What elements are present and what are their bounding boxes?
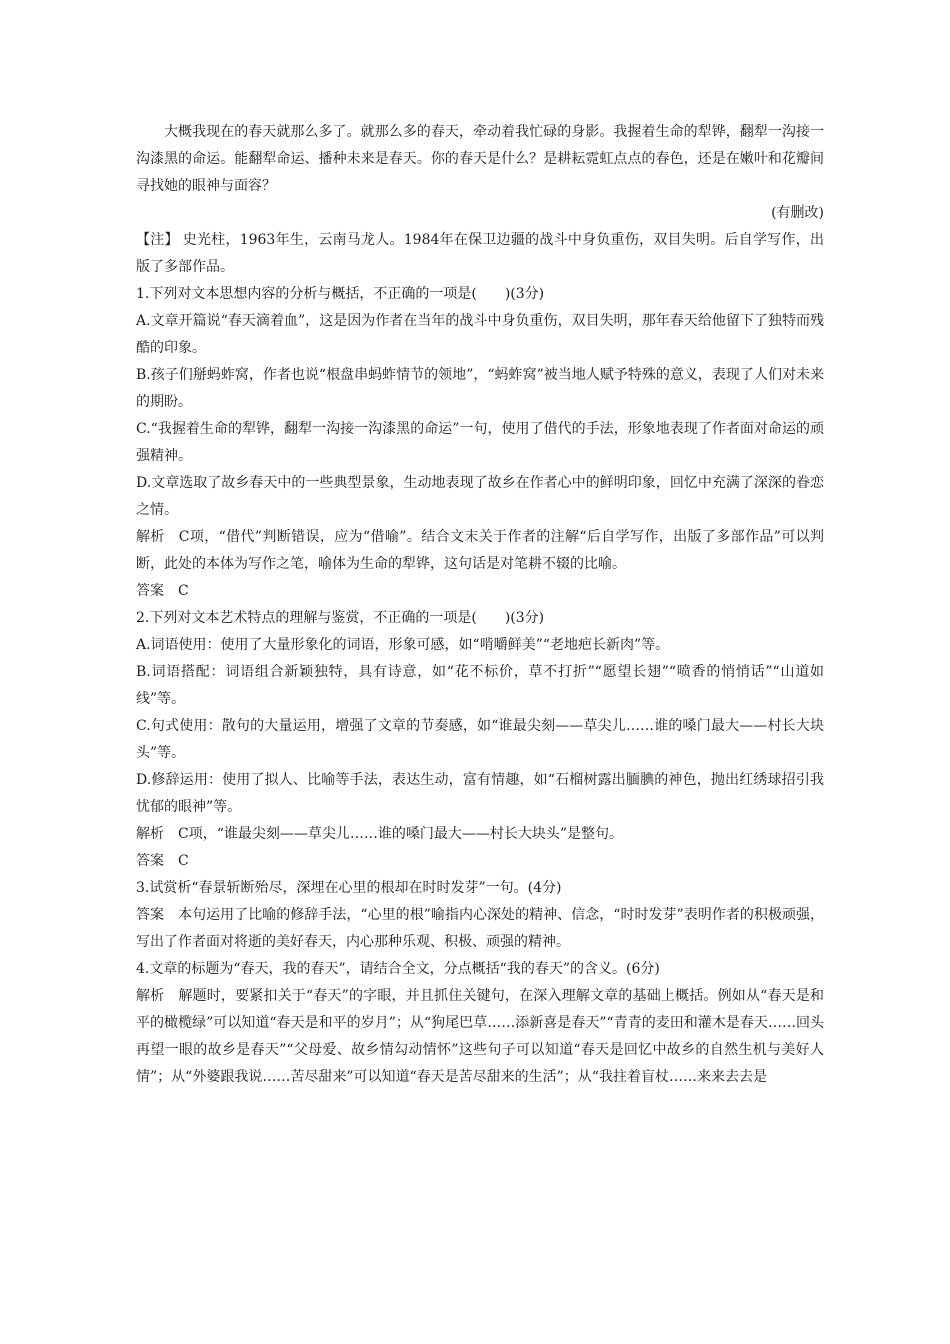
q1-answer [136,578,824,605]
passage-paragraph: 大概我现在的春天就那么多了。就那么多的春天，牵动着我忙碌的身影。我握着生命的犁铧，翻犁一沟接一沟漆黑的命运。能翻犁命运、播种未来是春天。你的春天是什么？是耕耘霓虹点点的春色，还是在嫩叶和花瓣间寻找她的眼神与面容？ [136,124,824,194]
q1-answer-text: C [178,583,189,599]
answer-label: 答案 [136,853,164,869]
document-page [136,119,824,1091]
q2-answer-text: C [178,853,189,869]
q2-option-a: A.词语使用：使用了大量形象化的词语，形象可感，如“啃嚼鲜美”“老地疤长新肉”等。 [136,637,670,653]
q4-analysis-text: 解题时，要紧扣关于“春天”的字眼，并且抓住关键句，在深入理解文章的基础上概括。例如从“春天是和平的橄榄绿”可以知道“春天是和平的岁月”；从“狗尾巴草……添新喜是春天”“青青的麦田和灌木是春天……回头再望一眼的故乡是春天”“父母爱、故乡情勾动情怀”这些句子可以知道“春天是回忆中故乡的自然生机与美好人情”；从“外婆跟我说……苦尽甜来”可以知道“春天是苦尽甜来的生活”；从“我拄着盲杖……来来去去是 [136,988,824,1085]
q1-stem: 1.下列对文本思想内容的分析与概括，不正确的一项是( )(3分) [136,286,545,302]
source-note: (有删改) [771,205,824,221]
answer-label: 答案 [136,583,164,599]
note-label: 【注】 [136,232,179,248]
q4-analysis [136,983,824,1091]
analysis-label: 解析 [136,988,165,1004]
q1-analysis [136,524,824,578]
q2-analysis-text: C项，“谁最尖刻——草尖儿……谁的嗓门最大——村长大块头”是整句。 [178,826,624,842]
q4-stem: 4.文章的标题为“春天，我的春天”，请结合全文，分点概括“我的春天”的含义。(6分) [136,961,660,977]
q2-analysis [136,821,824,848]
q1-option-c: C.“我握着生命的犁铧，翻犁一沟接一沟漆黑的命运”一句，使用了借代的手法，形象地表现了作者面对命运的顽强精神。 [136,421,824,464]
q2-option-b: B.词语搭配：词语组合新颖独特，具有诗意，如“花不标价，草不打折”“愿望长翅”“喷香的悄悄话”“山道如线”等。 [136,664,824,707]
q1-option-b: B.孩子们掰蚂蚱窝，作者也说“根盘串蚂蚱情节的领地”，“蚂蚱窝”被当地人赋予特殊的意义，表现了人们对未来的期盼。 [136,367,824,410]
q2-answer [136,848,824,875]
q3-stem: 3.试赏析“春景斩断殆尽，深埋在心里的根却在时时发芽”一句。(4分) [136,880,562,896]
answer-label: 答案 [136,907,165,923]
q2-option-c: C.句式使用：散句的大量运用，增强了文章的节奏感，如“谁最尖刻——草尖儿……谁的嗓门最大——村长大块头”等。 [136,718,824,761]
author-note [136,227,824,281]
q1-option-d: D.文章选取了故乡春天中的一些典型景象，生动地表现了故乡在作者心中的鲜明印象，回忆中充满了深深的眷恋之情。 [136,475,824,518]
q2-stem: 2.下列对文本艺术特点的理解与鉴赏，不正确的一项是( )(3分) [136,610,545,626]
note-text: 史光柱，1963年生，云南马龙人。1984年在保卫边疆的战斗中身负重伤，双目失明。后自学写作，出版了多部作品。 [136,232,824,275]
q1-analysis-text: C项，“借代”判断错误，应为“借喻”。结合文末关于作者的注解“后自学写作，出版了多部作品”可以判断，此处的本体为写作之笔，喻体为生命的犁铧，这句话是对笔耕不辍的比喻。 [136,529,824,572]
q2-option-d: D.修辞运用：使用了拟人、比喻等手法，表达生动，富有情趣，如“石榴树露出腼腆的神色，抛出红绣球招引我忧郁的眼神”等。 [136,772,824,815]
analysis-label: 解析 [136,529,165,545]
q1-option-a: A.文章开篇说“春天滴着血”，这是因为作者在当年的战斗中身负重伤，双目失明，那年春天给他留下了独特而残酷的印象。 [136,313,824,356]
analysis-label: 解析 [136,826,164,842]
q3-answer-text: 本句运用了比喻的修辞手法，“心里的根”喻指内心深处的精神、信念，“时时发芽”表明作者的积极顽强，写出了作者面对将逝的美好春天，内心那种乐观、积极、顽强的精神。 [136,907,824,950]
q3-answer [136,902,824,956]
